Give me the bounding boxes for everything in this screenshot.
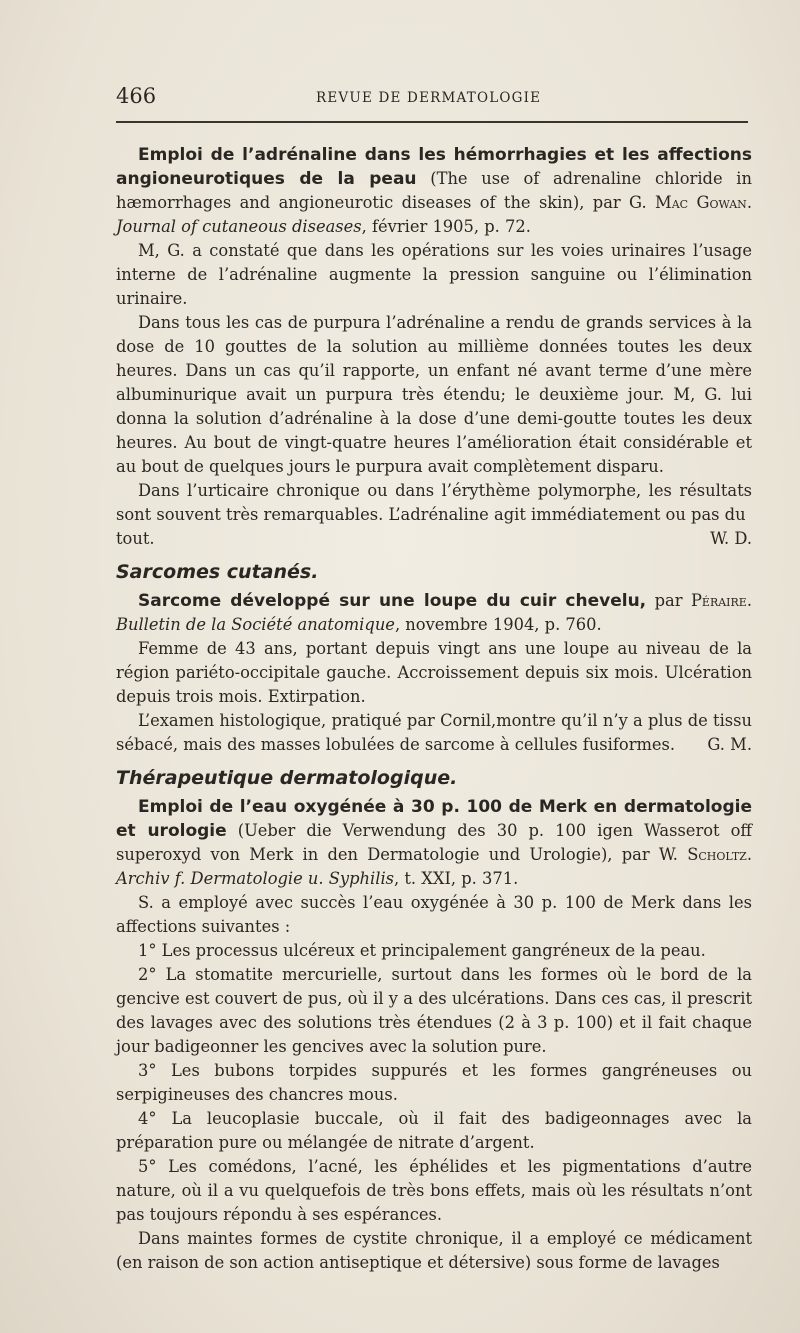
article-1-ref: (The use of adrenaline chloride in hæmorrhages and angioneurotic diseases of the skin), par G.: [116, 169, 752, 212]
article-2-author: Péraire: [690, 591, 747, 610]
article-1-paragraph: Dans tous les cas de purpura l’adrénaline a rendu de grands services à la dose de 10 gouttes de la solution au millième données toutes les deux heures. Dans un cas qu’il rapporte, un enfant né avant terme d’une mère albuminurique avait un purpura très étendu; le deuxième jour. M, G. lui donna la solution d’adrénaline à la dose d’une demi-goutte toutes les deux heures. Au bout de vingt-quatre heures l’amélioration était considérable et au bout de quelques jours le purpura avait complètement disparu.: [116, 313, 752, 476]
page-header: [116, 84, 748, 114]
article-3-title: Emploi de l’eau oxygénée à 30 p. 100 de Merk en dermatologie et urologie: [116, 797, 752, 841]
article-3-list-item: 4° La leucoplasie buccale, où il fait des badigeonnages avec la préparation pure ou mélangée de nitrate d’argent.: [116, 1109, 752, 1152]
article-2-paragraph: [116, 709, 752, 757]
article-2-signature: G. M.: [707, 735, 752, 754]
article-3-ref-end: , t. XXI, p. 371.: [394, 869, 519, 888]
article-3-ref: (Ueber die Verwendung des 30 p. 100 igen Wasserot off superoxyd von Merk in den Dermatologie und Urologie), par W.: [116, 821, 752, 864]
article-3-list-item: 3° Les bubons torpides suppurés et les formes gangréneuses ou serpigineuses des chancres mous.: [116, 1061, 752, 1104]
article-3-author: Scholtz: [687, 845, 747, 864]
article-2-paragraph-text: L’examen histologique, pratiqué par Cornil,montre qu’il n’y a plus de tissu sébacé, mais des masses lobulées de sarcome à cellules fusiformes.: [116, 711, 752, 754]
article-3-paragraph: S. a employé avec succès l’eau oxygénée à 30 p. 100 de Merk dans les affections suivantes :: [116, 893, 752, 936]
article-2-ref-end: , novembre 1904, p. 760.: [394, 615, 602, 634]
page-number: 466: [116, 84, 157, 108]
article-2-paragraph: Femme de 43 ans, portant depuis vingt ans une loupe au niveau de la région pariéto-occipitale gauche. Accroissement depuis six mois. Ulcération depuis trois mois. Extirpation.: [116, 639, 752, 706]
article-body: [116, 143, 752, 1275]
article-3-list-item: 1° Les processus ulcéreux et principalement gangréneux de la peau.: [138, 941, 706, 960]
article-1-title: Emploi de l’adrénaline dans les hémorrhagies et les affections angioneurotiques de la peau: [116, 145, 752, 189]
article-1-closing-line: [116, 527, 752, 551]
article-1-heading: Emploi de l’adrénaline dans les hémorrhagies et les affections angioneurotiques de la peau (The use of adrenaline chloride in hæmorrhages and angioneurotic diseases of the skin), par G. Mac Gowan. Journal of cutaneous diseases, février 1905, p. 72.: [116, 145, 752, 236]
article-3-heading: Emploi de l’eau oxygénée à 30 p. 100 de Merk en dermatologie et urologie (Ueber die Verwendung des 30 p. 100 igen Wasserot off superoxyd von Merk in den Dermatologie und Urologie), par W. Scholtz. Archiv f. Dermatologie u. Syphilis, t. XXI, p. 371.: [116, 797, 752, 888]
article-1-signature: W. D.: [710, 529, 752, 548]
section-heading-therapeutique: Thérapeutique dermatologique.: [116, 767, 458, 789]
article-1-journal: Journal of cutaneous diseases: [116, 217, 362, 236]
article-1-paragraph: M, G. a constaté que dans les opérations sur les voies urinaires l’usage interne de l’adrénaline augmente la pression sanguine ou l’élimination urinaire.: [116, 241, 752, 308]
article-3-paragraph: Dans maintes formes de cystite chronique, il a employé ce médicament (en raison de son action antiseptique et détersive) sous forme de lavages: [116, 1229, 752, 1272]
running-head: REVUE DE DERMATOLOGIE: [316, 90, 542, 106]
article-3-list-item: 2° La stomatite mercurielle, surtout dans les formes où le bord de la gencive est couvert de pus, où il y a des ulcérations. Dans ces cas, il prescrit des lavages avec des solutions très étendues (2 à 3 p. 100) et il fait chaque jour badigeonner les gencives avec la solution pure.: [116, 965, 752, 1056]
article-1-ref-end: , février 1905, p. 72.: [361, 217, 531, 236]
article-1-author: Mac Gowan: [655, 193, 747, 212]
article-2-title: Sarcome développé sur une loupe du cuir chevelu,: [138, 591, 647, 611]
header-rule: [116, 121, 748, 123]
article-2-heading: Sarcome développé sur une loupe du cuir chevelu, par Péraire. Bulletin de la Société anatomique, novembre 1904, p. 760.: [116, 591, 753, 634]
article-3-journal: Archiv f. Dermatologie u. Syphilis: [116, 869, 395, 888]
article-2-journal: Bulletin de la Société anatomique: [116, 615, 395, 634]
section-heading-sarcomes: Sarcomes cutanés.: [116, 561, 319, 583]
article-3-list-item: 5° Les comédons, l’acné, les éphélides et les pigmentations d’autre nature, où il a vu quelquefois de très bons effets, mais où les résultats n’ont pas toujours répondu à ses espérances.: [116, 1157, 752, 1224]
article-1-closing-word: tout.: [116, 529, 155, 548]
article-1-paragraph: Dans l’urticaire chronique ou dans l’érythème polymorphe, les résultats sont souvent très remarquables. L’adrénaline agit immédiatement ou pas du: [116, 481, 752, 524]
